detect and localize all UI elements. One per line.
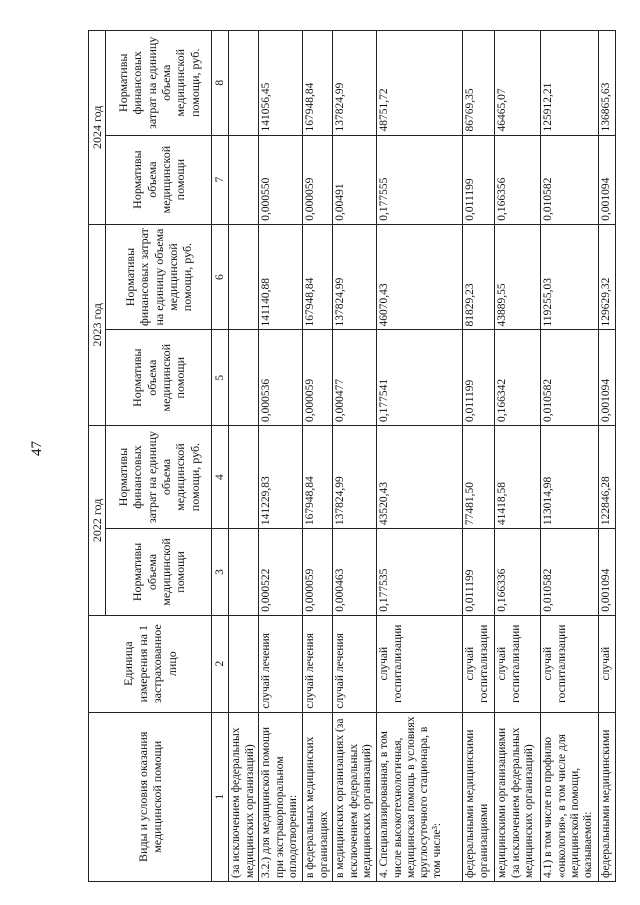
row-type: (за исключением федеральных медицинских организаций) xyxy=(229,712,259,881)
row-value: 167948,84 xyxy=(303,31,333,136)
header-year-2024: 2024 год xyxy=(89,31,106,225)
row-value: 0,000059 xyxy=(303,529,333,616)
col-number: 8 xyxy=(212,31,229,136)
row-value xyxy=(229,31,259,136)
row-value: 0,011199 xyxy=(463,330,495,426)
row-type: 4.1) в том числе по профилю «онкология», в том числе для медицинской помощи, оказываемой: xyxy=(541,712,599,881)
row-value: 86769,35 xyxy=(463,31,495,136)
row-type: 3.2.) для медицинской помощи при экстракорпоральном оплодотворении: xyxy=(259,712,303,881)
row-value: 136865,63 xyxy=(599,31,615,136)
row-value: 0,000059 xyxy=(303,135,333,224)
header-type: Виды и условия оказания медицинской помощи xyxy=(89,712,212,881)
row-value: 141140,88 xyxy=(259,224,303,330)
row-value: 77481,50 xyxy=(463,425,495,528)
row-value: 125912,21 xyxy=(541,31,599,136)
table-row xyxy=(463,31,495,882)
row-value: 141229,83 xyxy=(259,425,303,528)
row-value: 81829,23 xyxy=(463,224,495,330)
row-value xyxy=(229,224,259,330)
row-value: 0,166342 xyxy=(495,330,541,426)
row-value: 0,001094 xyxy=(599,330,615,426)
row-value: 0,00491 xyxy=(333,135,377,224)
rotated-table-container xyxy=(88,30,627,882)
row-value: 122846,28 xyxy=(599,425,615,528)
table-row xyxy=(495,31,541,882)
row-value: 113014,98 xyxy=(541,425,599,528)
row-value: 0,011199 xyxy=(463,135,495,224)
header-year-2022: 2022 год xyxy=(89,425,106,615)
row-unit: случай госпитализации xyxy=(463,615,495,712)
row-value: 129629,32 xyxy=(599,224,615,330)
row-value: 0,011199 xyxy=(463,529,495,616)
row-value: 41418,58 xyxy=(495,425,541,528)
row-value: 119255,03 xyxy=(541,224,599,330)
table-row xyxy=(333,31,377,882)
header-fin-2022: Нормативы финансовых затрат на единицу объема медицинской помощи, руб. xyxy=(106,425,212,528)
row-value: 141056,45 xyxy=(259,31,303,136)
col-number: 2 xyxy=(212,615,229,712)
table-row xyxy=(303,31,333,882)
row-value: 0,177541 xyxy=(377,330,463,426)
row-value: 0,000550 xyxy=(259,135,303,224)
row-value xyxy=(229,425,259,528)
row-value: 43889,55 xyxy=(495,224,541,330)
row-value: 0,000536 xyxy=(259,330,303,426)
row-value: 0,166356 xyxy=(495,135,541,224)
row-type: федеральными медицинскими xyxy=(599,712,615,881)
row-value: 167948,84 xyxy=(303,425,333,528)
table-row xyxy=(541,31,599,882)
header-year-2023: 2023 год xyxy=(89,224,106,425)
row-value: 46465,07 xyxy=(495,31,541,136)
row-type: медицинскими организациями (за исключением федеральных медицинских организаций) xyxy=(495,712,541,881)
table-row xyxy=(377,31,463,882)
row-value xyxy=(229,330,259,426)
table-row xyxy=(229,31,259,882)
row-value: 0,001094 xyxy=(599,529,615,616)
row-value: 167948,84 xyxy=(303,224,333,330)
row-value xyxy=(229,135,259,224)
header-unit: Единица измерения на 1 застрахованное лицо xyxy=(89,615,212,712)
row-value: 0,166336 xyxy=(495,529,541,616)
header-fin-2024: Нормативы финансовых затрат на единицу объема медицинской помощи, руб. xyxy=(106,31,212,136)
header-fin-2023: Нормативы финансовых затрат на единицу объема медицинской помощи, руб. xyxy=(106,224,212,330)
row-value: 0,010582 xyxy=(541,135,599,224)
row-value: 0,010582 xyxy=(541,529,599,616)
row-value: 0,177535 xyxy=(377,529,463,616)
row-value: 137824,99 xyxy=(333,224,377,330)
row-unit: случай госпитализации xyxy=(541,615,599,712)
page-number: 47 xyxy=(29,441,45,456)
row-value: 0,010582 xyxy=(541,330,599,426)
header-vol-2022: Нормативы объема медицинской помощи xyxy=(106,529,212,616)
row-value: 0,177555 xyxy=(377,135,463,224)
col-number: 1 xyxy=(212,712,229,881)
col-number: 5 xyxy=(212,330,229,426)
row-value: 0,000522 xyxy=(259,529,303,616)
row-value: 0,000463 xyxy=(333,529,377,616)
row-unit: случай лечения xyxy=(333,615,377,712)
header-vol-2023: Нормативы объема медицинской помощи xyxy=(106,330,212,426)
row-value: 46070,43 xyxy=(377,224,463,330)
norms-table xyxy=(88,30,616,882)
row-value: 48751,72 xyxy=(377,31,463,136)
row-type: в медицинских организациях (за исключением федеральных медицинских организаций) xyxy=(333,712,377,881)
row-value: 0,000059 xyxy=(303,330,333,426)
row-value xyxy=(229,529,259,616)
row-unit: случай госпитализации xyxy=(377,615,463,712)
table-row xyxy=(259,31,303,882)
col-number: 3 xyxy=(212,529,229,616)
row-value: 0,000477 xyxy=(333,330,377,426)
header-vol-2024: Нормативы объема медицинской помощи xyxy=(106,135,212,224)
row-value: 43520,43 xyxy=(377,425,463,528)
col-number: 4 xyxy=(212,425,229,528)
row-unit: случай лечения xyxy=(259,615,303,712)
row-unit: случай лечения xyxy=(303,615,333,712)
row-value: 137824,99 xyxy=(333,31,377,136)
table-row xyxy=(599,31,615,882)
col-number: 7 xyxy=(212,135,229,224)
row-type: 4. Специализированная, в том числе высокотехнологичная, медицинская помощь в условиях круглосуточного стационара, в том числе³: xyxy=(377,712,463,881)
col-number: 6 xyxy=(212,224,229,330)
row-type: в федеральных медицинских организациях xyxy=(303,712,333,881)
row-unit: случай госпитализации xyxy=(495,615,541,712)
row-unit xyxy=(229,615,259,712)
row-value: 137824,99 xyxy=(333,425,377,528)
row-value: 0,001094 xyxy=(599,135,615,224)
row-unit: случай xyxy=(599,615,615,712)
row-type: федеральными медицинскими организациями xyxy=(463,712,495,881)
